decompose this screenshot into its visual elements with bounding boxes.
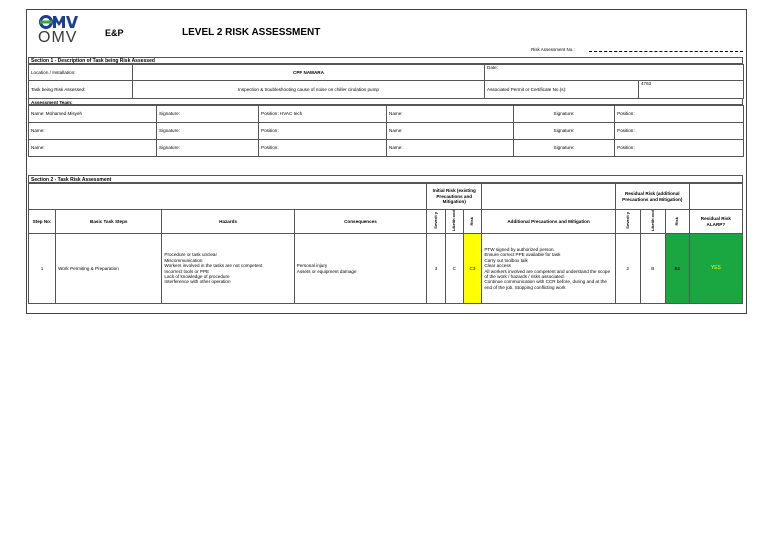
col-severity2: Severit y (624, 212, 630, 230)
location-value: CPF NAWARA (133, 65, 485, 81)
additional-cell (482, 234, 615, 304)
table-row (29, 234, 743, 304)
risk2-value: B2 (665, 234, 689, 304)
additional-line: Ensure correct PPE available for task (484, 252, 561, 258)
date-field[interactable] (485, 65, 744, 81)
residual-risk-header: Residual Risk (additional Precautions and Mitigation) (615, 184, 689, 210)
hazard-line: Miscommunication (164, 257, 203, 263)
team-position: Position: HVAC tech (259, 106, 387, 123)
section1-table (28, 64, 744, 99)
col-additional: Additional Precautions and Mitigation (482, 210, 615, 234)
team-name: Name: (29, 140, 157, 157)
risk-assessment-no-label: Risk Assessment No.: (531, 47, 575, 52)
team-name2: Name: (387, 140, 514, 157)
additional-line: Carry out toolbox talk (484, 257, 528, 263)
task-label: Task being Risk Assessed: (29, 81, 133, 99)
col-step-no: Step No: (29, 210, 56, 234)
col-alarp: Residual Risk ALARP? (689, 210, 742, 234)
severity-value: 3 (427, 234, 446, 304)
hazard-line: Lack of knowledge of procedure (164, 273, 230, 279)
assessment-team-label: Assessment Team: (28, 98, 743, 105)
team-position: Position: (259, 140, 387, 157)
team-row (29, 106, 744, 123)
hazard-line: Procedure or task unclear (164, 252, 218, 258)
team-row (29, 123, 744, 140)
col-hazards: Hazards (162, 210, 294, 234)
likelihood2-value: B (640, 234, 665, 304)
col-consequences: Consequences (294, 210, 426, 234)
likelihood-value: C (445, 234, 463, 304)
team-position2: Position: (615, 106, 744, 123)
consequences-cell (294, 234, 426, 304)
step-no: 1 (29, 234, 56, 304)
consequence-line: Assets or equipment damage (296, 268, 357, 274)
page-title: LEVEL 2 RISK ASSESSMENT (182, 27, 321, 38)
assessment-team-table (28, 105, 744, 157)
hazard-line: Interference with other operation (164, 279, 231, 285)
team-row (29, 140, 744, 157)
task-step: Work Permiting & Preparation (56, 234, 162, 304)
col-risk: Risk (469, 216, 475, 226)
task-value: Inspection & troubleshooting cause of noise on chiller cirulation pump (133, 81, 485, 99)
col-basic-task-steps: Basic Task Steps (56, 210, 162, 234)
additional-line: Continue communication with CCR before, during and at the end of the job. Stopping conflicting work (484, 279, 607, 290)
col-risk2: Risk (674, 216, 680, 226)
team-position2: Position: (615, 123, 744, 140)
team-signature: Signature: (157, 123, 259, 140)
team-signature2: Signature: (514, 140, 615, 157)
team-name2: Name: (387, 106, 514, 123)
omv-logo-icon (39, 15, 79, 29)
permit-value: 4763 (639, 81, 744, 99)
hazards-cell (162, 234, 294, 304)
division-label: E&P (105, 28, 124, 38)
severity2-value: 2 (615, 234, 640, 304)
hazard-line: Workers involved in the tasks are not competent (164, 263, 263, 269)
risk-table (28, 183, 743, 304)
additional-line: All workers involved are competent and understand the scope of the work / hazards / risks associated. (484, 268, 610, 279)
additional-line: Clear access (484, 263, 511, 269)
hazard-line: Incorrect tools or PPE (164, 268, 210, 274)
logo-text: OMV (38, 29, 78, 46)
col-severity: Severit y (433, 212, 438, 230)
risk-assessment-page (26, 9, 747, 314)
col-likelihood: Likelih ood (451, 210, 457, 232)
team-signature2: Signature: (514, 123, 615, 140)
risk-assessment-no-field[interactable] (589, 51, 743, 52)
risk-value: C3 (463, 234, 482, 304)
team-name: Name: (29, 123, 157, 140)
team-signature: Signature: (157, 140, 259, 157)
team-position: Position: (259, 123, 387, 140)
initial-risk-header: Initial Risk (existing Precautions and Mitigation) (427, 184, 482, 210)
col-likelihood2: Likelih ood (649, 210, 655, 232)
location-label: Location / Installation: (29, 65, 133, 81)
permit-label: Associated Permit or Certificate No.(s): (485, 81, 639, 99)
additional-line: PTW signed by authorized person. (484, 246, 555, 252)
section2-title: Section 2 - Task Risk Assessment (28, 175, 743, 183)
section1-title: Section 1 - Description of Task being Risk Assessed (28, 57, 743, 64)
team-signature: Signature: (157, 106, 259, 123)
team-name: Name: Mohamed Misyeh (29, 106, 157, 123)
team-position2: Position: (615, 140, 744, 157)
date-label: Date: (487, 65, 498, 70)
team-signature2: Signature: (514, 106, 615, 123)
team-name2: Name: (387, 123, 514, 140)
alarp-value: YES (689, 234, 742, 304)
consequence-line: Personal injury (296, 263, 328, 269)
